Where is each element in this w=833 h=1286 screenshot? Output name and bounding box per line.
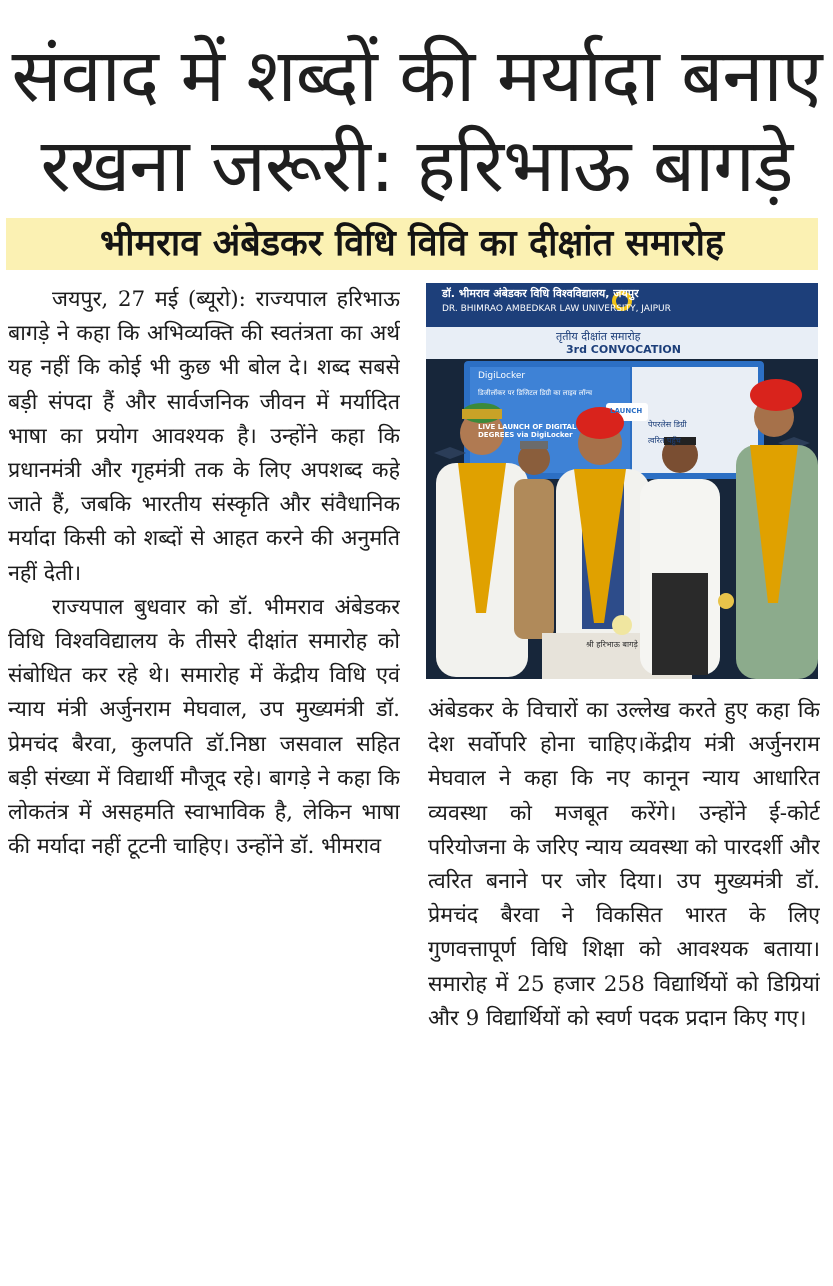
paragraph-1-text: राज्यपाल हरिभाऊ बागड़े ने कहा कि अभिव्यक्ति की स्वतंत्रता का अर्थ यह नहीं कि कोई भी कुछ भी बोल दे। शब्द सबसे बड़ी संपदा हैं और सार्वजनिक जीवन में मर्यादित भाषा का प्रयोग आवश्यक है। उन्होंने कहा कि प्रधानमंत्री और गृहमंत्री तक के लिए अपशब्द कहे जाते हैं, जबकि भारतीय संस्कृति और संवैधानिक मर्यादा किसी को शब्दों से आहत करने की अनुमति नहीं देती। xyxy=(8,287,400,586)
event-hindi: तृतीय दीक्षांत समारोह xyxy=(556,330,641,343)
article-column-right xyxy=(428,694,820,1264)
podium-name-plate: श्री हरिभाऊ बागड़े xyxy=(586,640,638,649)
screen-right-line-1: पेपरलेस डिग्री xyxy=(648,420,687,429)
headline-line-1: संवाद में शब्दों की मर्यादा बनाए xyxy=(11,33,822,119)
screen-english: LIVE LAUNCH OF DIGITAL DEGREES via DigiLocker xyxy=(478,423,577,439)
article-paragraph-2: राज्यपाल बुधवार को डॉ. भीमराव अंबेडकर विधि विश्वविद्यालय के तीसरे दीक्षांत समारोह को संबोधित कर रहे थे। समारोह में केंद्रीय विधि एवं न्याय मंत्री अर्जुनराम मेघवाल, उप मुख्यमंत्री डॉ. प्रेमचंद बैरवा, कुलपति डॉ.निष्ठा जसवाल सहित बड़ी संख्या में विद्यार्थी मौजूद रहे। बागड़े ने कहा कि लोकतंत्र में असहमति स्वाभाविक है, लेकिन भाषा की मर्यादा नहीं टूटनी चाहिए। उन्होंने डॉ. भीमराव xyxy=(8,594,400,860)
event-english: 3rd CONVOCATION xyxy=(566,343,681,356)
article-column-left xyxy=(8,283,400,1258)
dateline: जयपुर, 27 मई (ब्यूरो): xyxy=(52,287,246,312)
event-photo xyxy=(426,283,818,679)
screen-hindi: डिजीलॉकर पर डिजिटल डिग्री का लाइव लॉन्च xyxy=(478,389,593,397)
banner-english: DR. BHIMRAO AMBEDKAR LAW UNIVERSITY, JAIPUR xyxy=(442,304,671,314)
headline-line-2: रखना जरूरी: हरिभाऊ बागड़े xyxy=(40,123,793,209)
screen-launch-button: LAUNCH xyxy=(610,407,643,415)
screen-brand: DigiLocker xyxy=(478,371,526,381)
subheadline: भीमराव अंबेडकर विधि विवि का दीक्षांत समारोह xyxy=(6,218,818,270)
article-paragraph-1 xyxy=(8,283,400,591)
screen-right-line-2: त्वरित पहुँच xyxy=(648,436,681,445)
banner-hindi: डॉ. भीमराव अंबेडकर विधि विश्वविद्यालय, जयपुर xyxy=(442,287,639,300)
article-paragraph-3: अंबेडकर के विचारों का उल्लेख करते हुए कहा कि देश सर्वोपरि होना चाहिए।केंद्रीय मंत्री अर्जुनराम मेघवाल ने कहा कि नए कानून न्याय आधारित व्यवस्था को मजबूत करेंगे। उन्होंने ई-कोर्ट परियोजना के जरिए न्याय व्यवस्था को पारदर्शी और त्वरित बनाने पर जोर दिया। उप मुख्यमंत्री डॉ. प्रेमचंद बैरवा ने विकसित भारत के लिए गुणवत्तापूर्ण विधि शिक्षा को आवश्यक बताया। समारोह में 25 हजार 258 विद्यार्थियों को डिग्रियां और 9 विद्यार्थियों को स्वर्ण पदक प्रदान किए गए। xyxy=(428,698,820,1031)
